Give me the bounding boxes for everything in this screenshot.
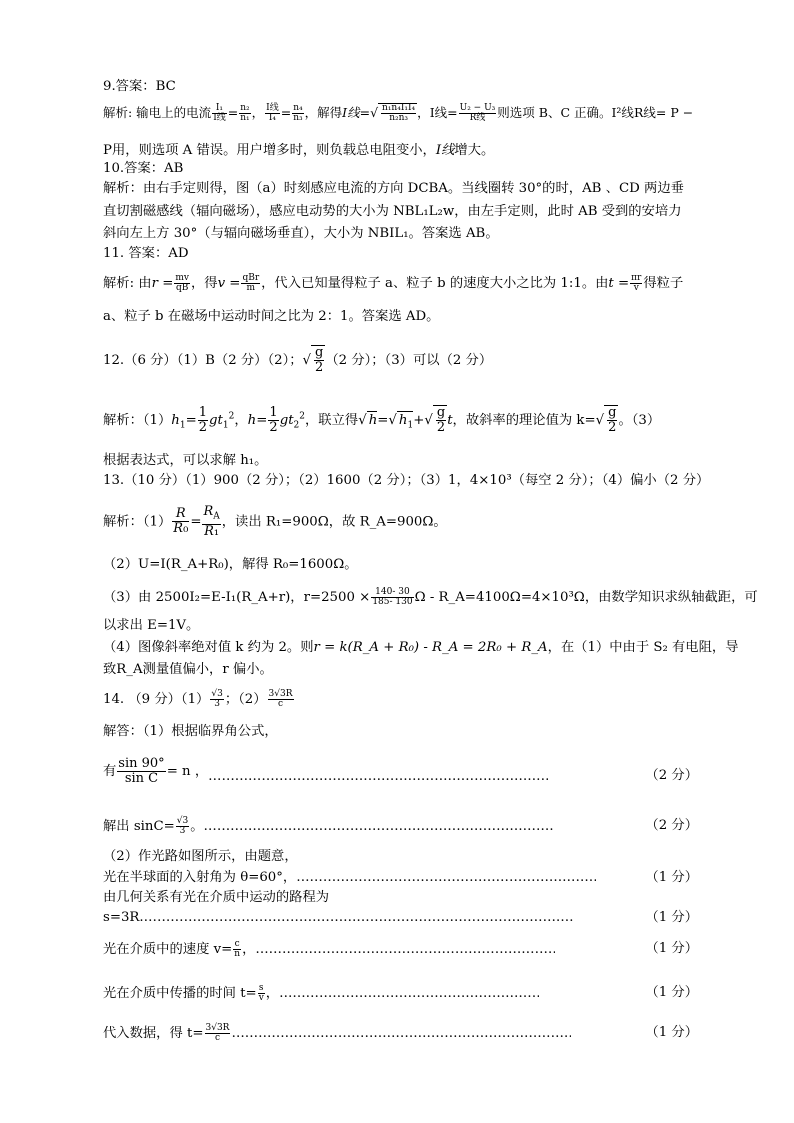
- q12-answer: 12.（6 分）（1）B（2 分）（2）；√ $\frac{g}{2}$ （2 分）；（3）可以（2 分）: [103, 345, 698, 375]
- q14-line4: （2）作光路如图所示，由题意，: [103, 849, 298, 864]
- q14-line8: 光在介质中的速度 v= $\frac{c}{n}$ ，………………………………………………………………………………………………………………………………………………………………………… （1 分）: [103, 940, 698, 959]
- q14-line6: 由几何关系有光在介质中运动的路程为: [103, 890, 330, 905]
- q9-analysis-line1: 解析: 输电上的电流 $\frac{\text{I₁}}{\text{I线}}$ = $\frac{\text{n₂}}{\text{n₁}}$ ， $\frac{\text{I线}}{\text{I₄}}$ = $\frac{\text{n₄}}{\text{n₃}}$ ，解得I线=√ $\frac{\text{n₁n₄I₁I₄}}{\text{n₂n₃}}$ ，I线= $\frac{\text{U₂ − U₃}}{\text{R线}}$ 则选项 B、C 正确。I²线R线= P −: [103, 103, 698, 123]
- q14-line3: 解出 sinC= $\frac{√3}{3}$ 。………………………………………………………………………………………………………………………………………………………………………… （2 分）: [103, 817, 698, 836]
- q11-answer: 11. 答案：AD: [103, 246, 189, 261]
- q13-line5: （4）图像斜率绝对值 k 约为 2。则r = k(R_A + R₀) - R_A = 2R₀ + R_A，在（1）中由于 S₂ 有电阻，导: [103, 640, 739, 655]
- q12-line2: 根据表达式，可以求解 h₁。: [103, 453, 268, 468]
- q13-line1: 解析：（1） $\frac{R}{\text{R₀}}$ = $\frac{R_A}{\text{R₁}}$ ，读出 R₁=900Ω，故 R_A=900Ω。: [103, 504, 447, 539]
- q12-analysis-line1: 解析：$(1)h_1=$ $\frac{1}{2}$ $gt_1^2$，h= $\frac{1}{2}$ $gt_2^2$，联立得√ h=√ $h_1+√$ $\frac{g}{2}$ t，故斜率的理论值为 k=√ $\frac{g}{2}$ 。（3）: [103, 405, 698, 435]
- q9-answer: 9.答案：BC: [103, 79, 176, 94]
- q13-answer: 13.（10 分）（1）900（2 分）；（2）1600（2 分）；（3）1，4×10³（每空 2 分）；（4）偏小（2 分）: [103, 473, 710, 488]
- q14-line9: 光在介质中传播的时间 t= $\frac{s}{v}$ ，………………………………………………………………………………………………………………………………………………………………………… （1 分）: [103, 984, 698, 1003]
- q9-analysis-line2: P用，则选项 A 错误。用户增多时，则负载总电阻变小，I线增大。: [103, 143, 495, 158]
- q13-line2: （2）U=I(R_A+R₀)，解得 R₀=1600Ω。: [103, 557, 358, 572]
- q13-line6: 致R_A测量值偏小，r 偏小。: [103, 662, 273, 677]
- q10-line1: 解析：由右手定则得，图（a）时刻感应电流的方向 DCBA。当线圈转 30°的时，AB 、CD 两边垂: [103, 181, 684, 196]
- q14-line7: s=3R.………………………………………………………………………………………………………………………………………………………………………… （1 分）: [103, 909, 698, 927]
- q14-line1: 解答：（1）根据临界角公式，: [103, 724, 278, 739]
- q11-line2: a、粒子 b 在磁场中运动时间之比为 2：1。答案选 AD。: [103, 309, 440, 324]
- q14-line2: 有 $\frac{\sin 90^\circ}{\text{sin C}}$ = n ，………………………………………………………………………………………………………………………………………………………………………… （2 分）: [103, 757, 698, 786]
- q10-answer: 10.答案：AB: [103, 161, 184, 176]
- q14-answer: 14. （9 分）（1） $\frac{√3}{3}$ ；（2） $\frac{3√3R}{c}$: [103, 689, 293, 709]
- q13-line4: 以求出 E=1V。: [103, 618, 200, 633]
- q14-line10: 代入数据，得 t= $\frac{3√3R}{c}$ ………………………………………………………………………………………………………………………………………………………………………… （1 分）: [103, 1024, 698, 1043]
- q10-line3: 斜向左上方 30°（与辐向磁场垂直），大小为 NBIL₁。答案选 AB。: [103, 226, 499, 241]
- q14-line5: 光在半球面的入射角为 θ=60°，………………………………………………………………………………………………………………………………………………………………………… （1 分）: [103, 869, 698, 887]
- q13-line3: （3）由 2500I₂=E-I₁(R_A+r)，r=2500 × $\frac{140- 30}{185- 130}$ Ω - R_A=4100Ω=4×10³Ω，由数学知识求纵轴截距，可: [103, 587, 758, 607]
- q11-line1: 解析: 由r = $\frac{mv}{qB}$ ，得v = $\frac{\text{qBr}}{m}$ ，代入已知量得粒子 a、粒子 b 的速度大小之比为 1:1。由t = $\frac{\pi r}{v}$ 得粒子: [103, 273, 684, 293]
- q10-line2: 直切割磁感线（辐向磁场），感应电动势的大小为 NBL₁L₂w，由左手定则，此时 AB 受到的安培力: [103, 204, 682, 219]
